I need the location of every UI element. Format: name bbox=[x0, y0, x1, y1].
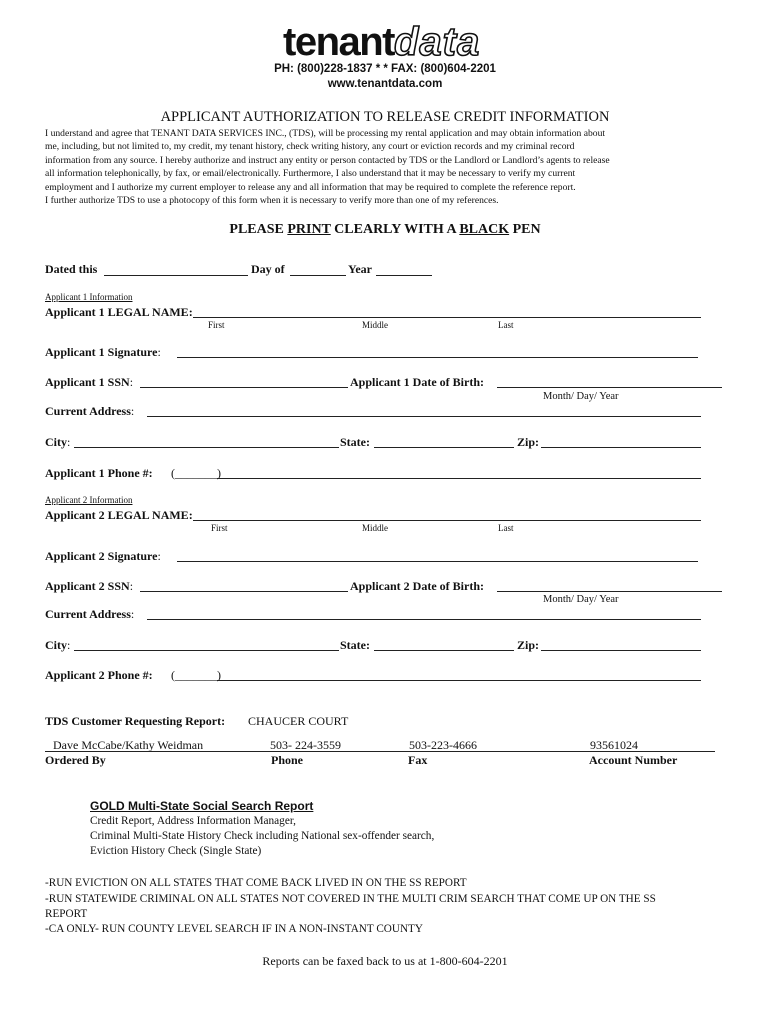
day-of-label: Day of bbox=[251, 262, 285, 276]
applicant1-middle-caption: Middle bbox=[362, 320, 388, 330]
account-number-label: Account Number bbox=[589, 753, 678, 767]
applicant1-dob-label: Applicant 1 Date of Birth: bbox=[350, 375, 484, 389]
applicant1-city-field[interactable] bbox=[74, 447, 339, 448]
applicant2-state-label: State: bbox=[340, 638, 370, 652]
fax-value: 503-223-4666 bbox=[409, 738, 477, 752]
applicant2-phone-label: Applicant 2 Phone #: bbox=[45, 668, 153, 682]
logo-tenant-text: tenant bbox=[283, 20, 394, 64]
applicant1-section-label: Applicant 1 Information bbox=[45, 292, 133, 302]
authorization-line: me, including, but not limited to, my credit, my tenant history, check writing history, any court or eviction records and my criminal record bbox=[45, 141, 575, 153]
applicant1-state-label: State: bbox=[340, 435, 370, 449]
applicant2-phone-area-code[interactable]: (_______) bbox=[171, 668, 221, 682]
applicant1-last-caption: Last bbox=[498, 320, 514, 330]
authorization-line: I understand and agree that TENANT DATA SERVICES INC., (TDS), will be processing my rental application and may obtain information about bbox=[45, 128, 606, 139]
applicant1-ssn-field[interactable] bbox=[140, 387, 348, 388]
applicant1-first-caption: First bbox=[208, 320, 225, 330]
fax-label: Fax bbox=[408, 753, 428, 767]
applicant1-city-label: City: bbox=[45, 435, 71, 449]
dated-label: Dated this bbox=[45, 262, 98, 276]
customer-info-line bbox=[45, 751, 715, 752]
authorization-line: I further authorize TDS to use a photocopy of this form when it is necessary to verify more than one of my references. bbox=[45, 195, 499, 207]
applicant1-legal-name-field[interactable] bbox=[193, 317, 701, 318]
note-line: -RUN STATEWIDE CRIMINAL ON ALL STATES NOT COVERED IN THE MULTI CRIM SEARCH THAT COME UP ON THE SS bbox=[45, 893, 656, 905]
applicant1-phone-area-code[interactable]: (_______) bbox=[171, 466, 221, 480]
note-line: -CA ONLY- RUN COUNTY LEVEL SEARCH IF IN A NON-INSTANT COUNTY bbox=[45, 923, 423, 935]
applicant2-dob-label: Applicant 2 Date of Birth: bbox=[350, 579, 484, 593]
year-label: Year bbox=[348, 262, 372, 276]
customer-requesting-value: CHAUCER COURT bbox=[248, 714, 349, 728]
footer-fax-note: Reports can be faxed back to us at 1-800-604-2201 bbox=[262, 954, 508, 968]
applicant2-first-caption: First bbox=[211, 523, 228, 533]
applicant2-section-label: Applicant 2 Information bbox=[45, 495, 133, 505]
account-value: 93561024 bbox=[590, 738, 638, 752]
applicant2-phone-field[interactable] bbox=[217, 680, 701, 681]
authorization-text bbox=[45, 127, 725, 207]
applicant2-city-label: City: bbox=[45, 638, 71, 652]
dated-day-field[interactable] bbox=[104, 275, 248, 276]
applicant2-state-field[interactable] bbox=[374, 650, 514, 651]
authorization-line: employment and I authorize my current employer to release any and all information that may be required to complete the reference report. bbox=[45, 181, 576, 193]
applicant2-zip-field[interactable] bbox=[541, 650, 701, 651]
applicant2-legal-name-field[interactable] bbox=[193, 520, 701, 521]
applicant1-signature-label: Applicant 1 Signature: bbox=[45, 345, 161, 359]
applicant2-signature-label: Applicant 2 Signature: bbox=[45, 549, 161, 563]
customer-requesting-label: TDS Customer Requesting Report: bbox=[45, 714, 226, 728]
ordered-by-label: Ordered By bbox=[45, 753, 106, 767]
applicant1-state-field[interactable] bbox=[374, 447, 514, 448]
applicant1-zip-label: Zip: bbox=[517, 435, 540, 449]
applicant2-dob-hint: Month/ Day/ Year bbox=[543, 594, 619, 605]
applicant1-address-field[interactable] bbox=[147, 416, 701, 417]
applicant2-legal-name-label: Applicant 2 LEGAL NAME: bbox=[45, 508, 193, 522]
applicant1-legal-name-label: Applicant 1 LEGAL NAME: bbox=[45, 305, 193, 319]
applicant2-dob-field[interactable] bbox=[497, 591, 722, 592]
ordered-by-value: Dave McCabe/Kathy Weidman bbox=[53, 738, 204, 752]
applicant1-dob-field[interactable] bbox=[497, 387, 722, 388]
logo bbox=[283, 22, 480, 62]
applicant1-phone-label: Applicant 1 Phone #: bbox=[45, 466, 153, 480]
header-phone-fax: PH: (800)228-1837 * * FAX: (800)604-2201 bbox=[274, 63, 496, 75]
phone-value: 503- 224-3559 bbox=[270, 738, 341, 752]
applicant2-ssn-field[interactable] bbox=[140, 591, 348, 592]
logo-data-text: data bbox=[394, 20, 481, 64]
applicant2-city-field[interactable] bbox=[74, 650, 339, 651]
applicant2-address-field[interactable] bbox=[147, 619, 701, 620]
authorization-line: all information telephonically, by fax, or email/electronically. Furthermore, I also understand that it may be necessary to verify my current bbox=[45, 168, 576, 180]
applicant1-ssn-label: Applicant 1 SSN: bbox=[45, 375, 134, 389]
report-title: GOLD Multi-State Social Search Report bbox=[90, 799, 314, 813]
header-website: www.tenantdata.com bbox=[327, 78, 443, 90]
applicant2-last-caption: Last bbox=[498, 523, 514, 533]
page-title: APPLICANT AUTHORIZATION TO RELEASE CREDIT INFORMATION bbox=[160, 109, 610, 125]
applicant2-address-label: Current Address: bbox=[45, 607, 135, 621]
note-line: REPORT bbox=[45, 908, 88, 920]
report-item: Credit Report, Address Information Manager, bbox=[90, 815, 296, 827]
report-item: Criminal Multi-State History Check including National sex-offender search, bbox=[90, 830, 435, 842]
applicant1-dob-hint: Month/ Day/ Year bbox=[543, 391, 619, 402]
applicant1-phone-field[interactable] bbox=[217, 478, 701, 479]
applicant2-zip-label: Zip: bbox=[517, 638, 540, 652]
applicant2-middle-caption: Middle bbox=[362, 523, 388, 533]
applicant1-zip-field[interactable] bbox=[541, 447, 701, 448]
applicant2-signature-field[interactable] bbox=[177, 561, 698, 562]
dated-month-field[interactable] bbox=[290, 275, 346, 276]
note-line: -RUN EVICTION ON ALL STATES THAT COME BACK LIVED IN ON THE SS REPORT bbox=[45, 877, 467, 889]
applicant1-signature-field[interactable] bbox=[177, 357, 698, 358]
report-item: Eviction History Check (Single State) bbox=[90, 845, 262, 857]
applicant1-address-label: Current Address: bbox=[45, 404, 135, 418]
applicant2-ssn-label: Applicant 2 SSN: bbox=[45, 579, 134, 593]
phone-label: Phone bbox=[271, 753, 304, 767]
dated-year-field[interactable] bbox=[376, 275, 432, 276]
print-instruction: PLEASE PRINT CLEARLY WITH A BLACK PEN bbox=[229, 222, 541, 237]
authorization-line: information from any source. I hereby authorize and instruct any entity or person contacted by TDS or the Landlord or Landlord’s agents to release bbox=[45, 154, 610, 166]
